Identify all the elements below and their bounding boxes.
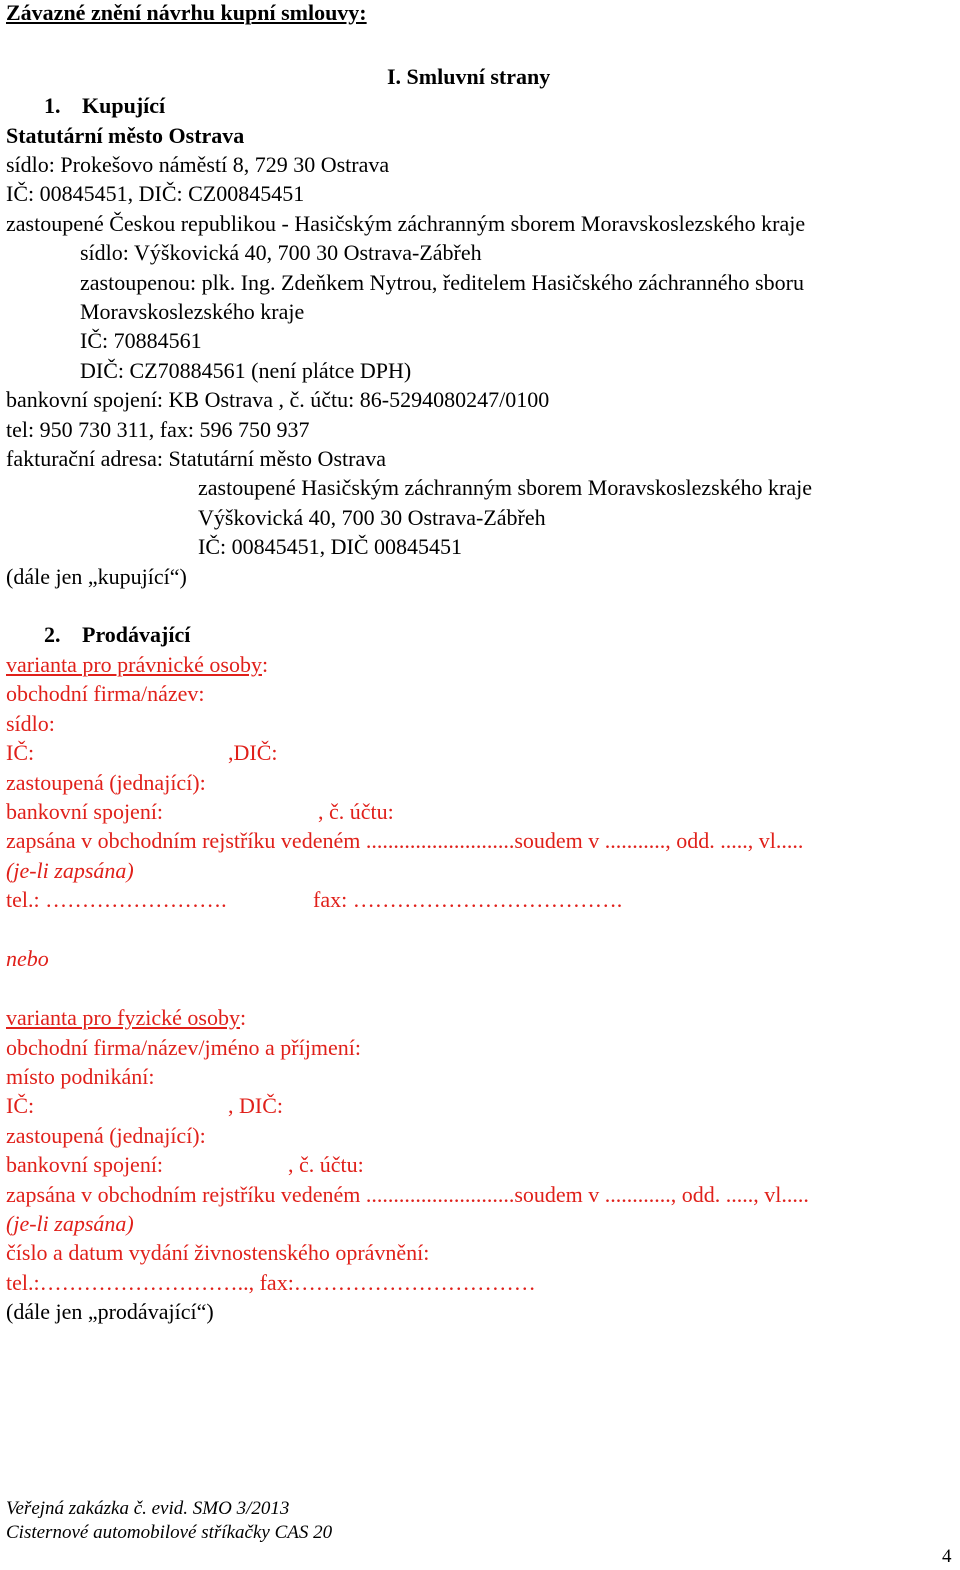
page-number: 4	[942, 1546, 952, 1567]
buyer-rep-ic: IČ: 70884561	[80, 328, 202, 353]
section-title: I. Smluvní strany	[387, 64, 551, 89]
natural-license: číslo a datum vydání živnostenského oprávnění:	[6, 1240, 430, 1265]
natural-dic: , DIČ:	[228, 1093, 283, 1118]
buyer-rep-person-cont: Moravskoslezského kraje	[80, 299, 305, 324]
legal-dic: ,DIČ:	[228, 740, 278, 765]
natural-variant-heading	[6, 1005, 246, 1031]
legal-seat: sídlo:	[6, 711, 55, 736]
buyer-rep-dic: DIČ: CZ70884561 (není plátce DPH)	[80, 358, 412, 383]
footer-line-1: Veřejná zakázka č. evid. SMO 3/2013	[6, 1498, 290, 1519]
buyer-invoice-label: fakturační adresa: Statutární město Ostrava	[6, 446, 386, 471]
natural-telfax: tel.:……………………….., fax:……………………………	[6, 1270, 536, 1295]
natural-variant-colon: :	[239, 1005, 247, 1030]
seller-label: Prodávající	[82, 622, 191, 647]
natural-if-registered: (je-li zapsána)	[6, 1211, 134, 1236]
legal-if-registered: (je-li zapsána)	[6, 858, 134, 883]
legal-account: , č. účtu:	[318, 799, 394, 824]
legal-register: zapsána v obchodním rejstříku vedeném ...........................soudem v ..........., odd. ....., vl.....	[6, 828, 804, 853]
legal-rep: zastoupená (jednající):	[6, 770, 206, 795]
buyer-number: 1.	[44, 93, 61, 118]
buyer-invoice-line3: Výškovická 40, 700 30 Ostrava-Zábřeh	[198, 505, 546, 530]
legal-variant-label: varianta pro právnické osoby	[6, 652, 262, 677]
buyer-alias: (dále jen „kupující“)	[6, 564, 187, 589]
legal-variant-heading	[6, 652, 268, 678]
buyer-label: Kupující	[82, 93, 166, 118]
natural-register: zapsána v obchodním rejstříku vedeném ...........................soudem v ............, odd. ....., vl.....	[6, 1182, 809, 1207]
buyer-invoice-line2: zastoupené Hasičským záchranným sborem Moravskoslezského kraje	[198, 475, 812, 500]
or-separator: nebo	[6, 946, 49, 971]
natural-bank: bankovní spojení:	[6, 1152, 164, 1177]
seller-alias: (dále jen „prodávající“)	[6, 1299, 214, 1324]
legal-bank: bankovní spojení:	[6, 799, 164, 824]
natural-place: místo podnikání:	[6, 1064, 155, 1089]
natural-account: , č. účtu:	[288, 1152, 364, 1177]
document-heading: Závazné znění návrhu kupní smlouvy:	[6, 0, 367, 25]
buyer-ids: IČ: 00845451, DIČ: CZ00845451	[6, 181, 305, 206]
footer-line-2: Cisternové automobilové stříkačky CAS 20	[6, 1522, 333, 1543]
legal-variant-colon: :	[261, 652, 269, 677]
buyer-name: Statutární město Ostrava	[6, 123, 245, 148]
buyer-bank: bankovní spojení: KB Ostrava , č. účtu: 86-5294080247/0100	[6, 387, 550, 412]
legal-tel: tel.: …………………….	[6, 887, 227, 912]
legal-firm: obchodní firma/název:	[6, 681, 205, 706]
buyer-rep-person: zastoupenou: plk. Ing. Zdeňkem Nytrou, ředitelem Hasičského záchranného sboru	[80, 270, 804, 295]
natural-rep: zastoupená (jednající):	[6, 1123, 206, 1148]
buyer-rep-seat: sídlo: Výškovická 40, 700 30 Ostrava-Zábřeh	[80, 240, 482, 265]
buyer-represented: zastoupené Českou republikou - Hasičským záchranným sborem Moravskoslezského kraje	[6, 211, 806, 236]
seller-number: 2.	[44, 622, 61, 647]
legal-fax: fax: ……………………………….	[313, 887, 623, 912]
buyer-phone: tel: 950 730 311, fax: 596 750 937	[6, 417, 310, 442]
buyer-invoice-line4: IČ: 00845451, DIČ 00845451	[198, 534, 462, 559]
natural-firm: obchodní firma/název/jméno a příjmení:	[6, 1035, 361, 1060]
natural-ic: IČ:	[6, 1093, 35, 1118]
natural-variant-label: varianta pro fyzické osoby	[6, 1005, 240, 1030]
legal-ic: IČ:	[6, 740, 35, 765]
buyer-seat: sídlo: Prokešovo náměstí 8, 729 30 Ostrava	[6, 152, 390, 177]
